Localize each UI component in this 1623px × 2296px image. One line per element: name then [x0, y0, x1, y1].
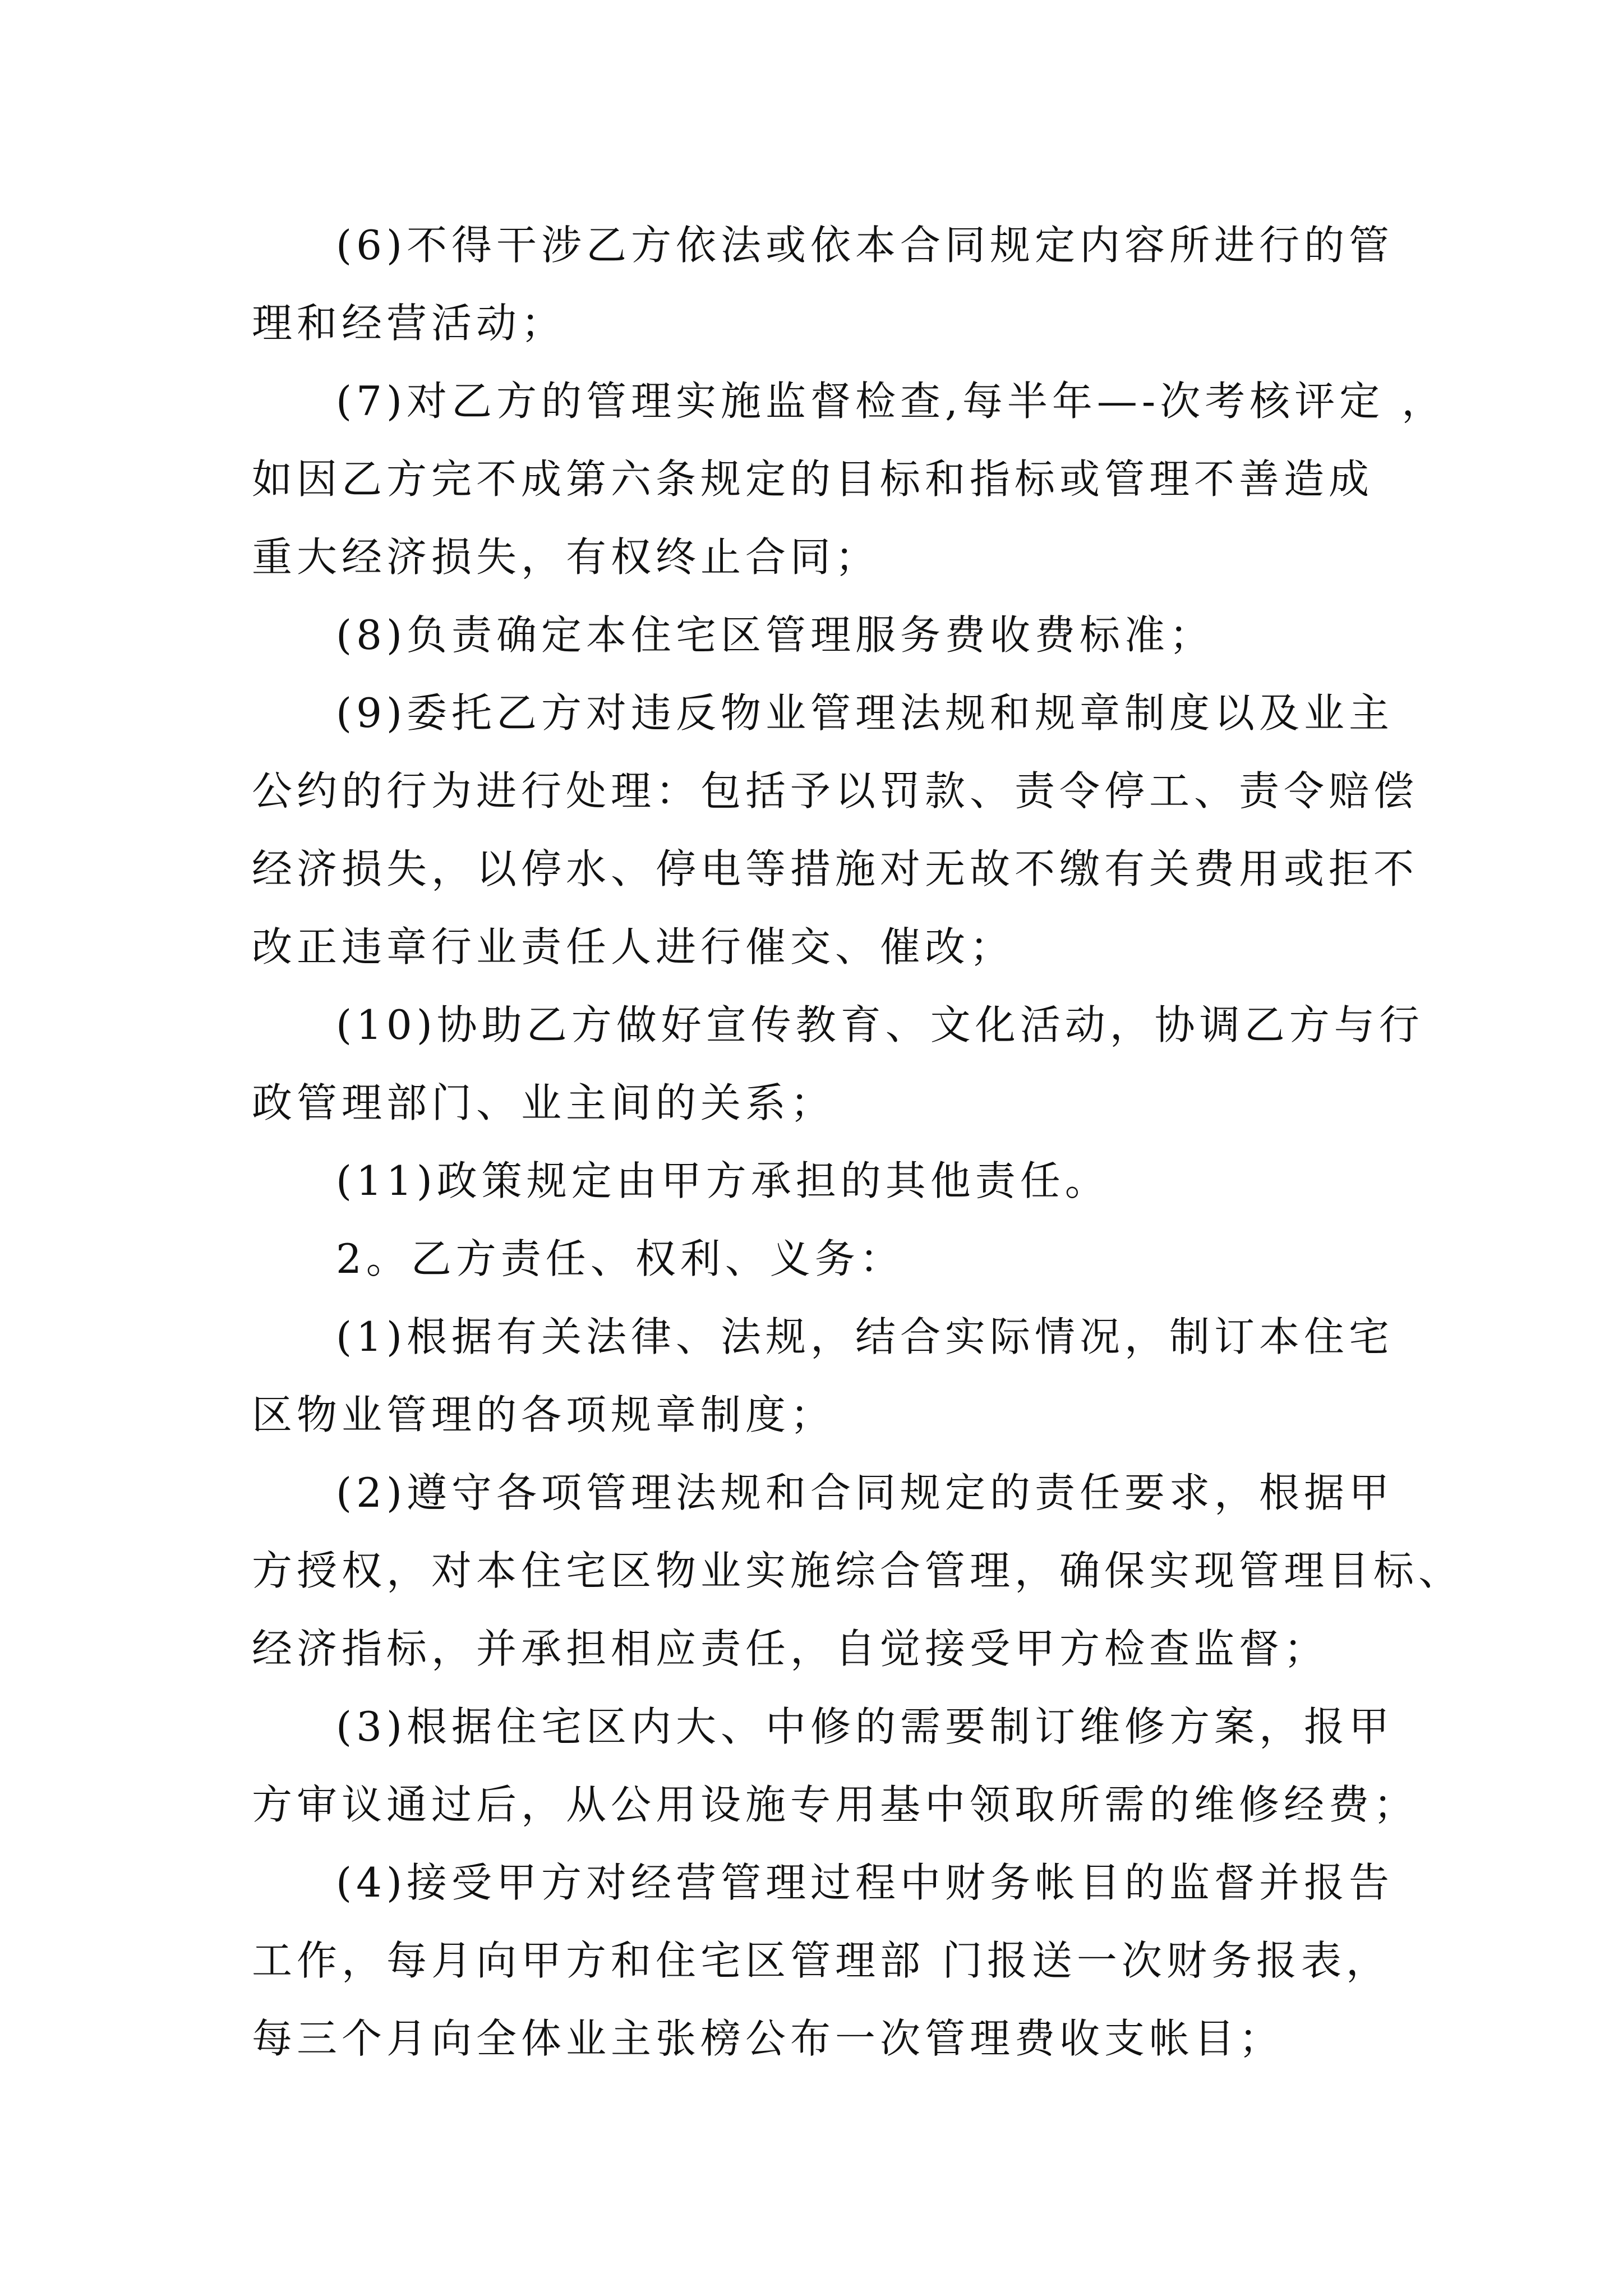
text-line: 方授权，对本住宅区物业实施综合管理，确保实现管理目标、: [252, 1547, 1464, 1594]
text-line: (2)遵守各项管理法规和合同规定的责任要求，根据甲: [336, 1469, 1394, 1516]
text-line: 经济损失，以停水、停电等措施对无故不缴有关费用或拒不: [252, 845, 1419, 892]
text-line: (4)接受甲方对经营管理过程中财务帐目的监督并报告: [336, 1859, 1394, 1906]
text-line: (10)协助乙方做好宣传教育、文化活动，协调乙方与行: [336, 1001, 1424, 1048]
text-line: 经济指标，并承担相应责任，自觉接受甲方检查监督；: [252, 1625, 1329, 1672]
text-line: 理和经营活动；: [252, 300, 566, 347]
text-line: 政管理部门、业主间的关系；: [252, 1079, 836, 1126]
text-line: 方审议通过后，从公用设施专用基中领取所需的维修经费；: [252, 1781, 1419, 1828]
text-line: (11)政策规定由甲方承担的其他责任。: [336, 1157, 1110, 1204]
text-line: (7)对乙方的管理实施监督检查,每半年—-次考核评定 ，: [336, 378, 1447, 425]
contract-text: [252, 206, 1464, 2078]
text-line: (6)不得干涉乙方依法或依本合同规定内容所进行的管: [336, 222, 1394, 269]
text-line: (9)委托乙方对违反物业管理法规和规章制度以及业主: [336, 689, 1394, 737]
text-line: 公约的行为进行处理：包括予以罚款、责令停工、责令赔偿: [252, 767, 1419, 815]
text-line: 改正违章行业责任人进行催交、催改；: [252, 923, 1015, 970]
text-line: 每三个月向全体业主张榜公布一次管理费收支帐目；: [252, 2015, 1284, 2062]
text-line: 重大经济损失，有权终止合同；: [252, 533, 880, 581]
text-line: (1)根据有关法律、法规，结合实际情况，制订本住宅: [336, 1313, 1394, 1360]
text-line: 2。乙方责任、权利、义务：: [336, 1235, 905, 1282]
text-line: (8)负责确定本住宅区管理服务费收费标准；: [336, 611, 1214, 659]
text-line: (3)根据住宅区内大、中修的需要制订维修方案，报甲: [336, 1703, 1394, 1750]
text-line: 如因乙方完不成第六条规定的目标和指标或管理不善造成: [252, 455, 1374, 503]
text-line: 工作，每月向甲方和住宅区管理部 门报送一次财务报表，: [252, 1937, 1391, 1984]
text-line: 区物业管理的各项规章制度；: [252, 1391, 836, 1438]
